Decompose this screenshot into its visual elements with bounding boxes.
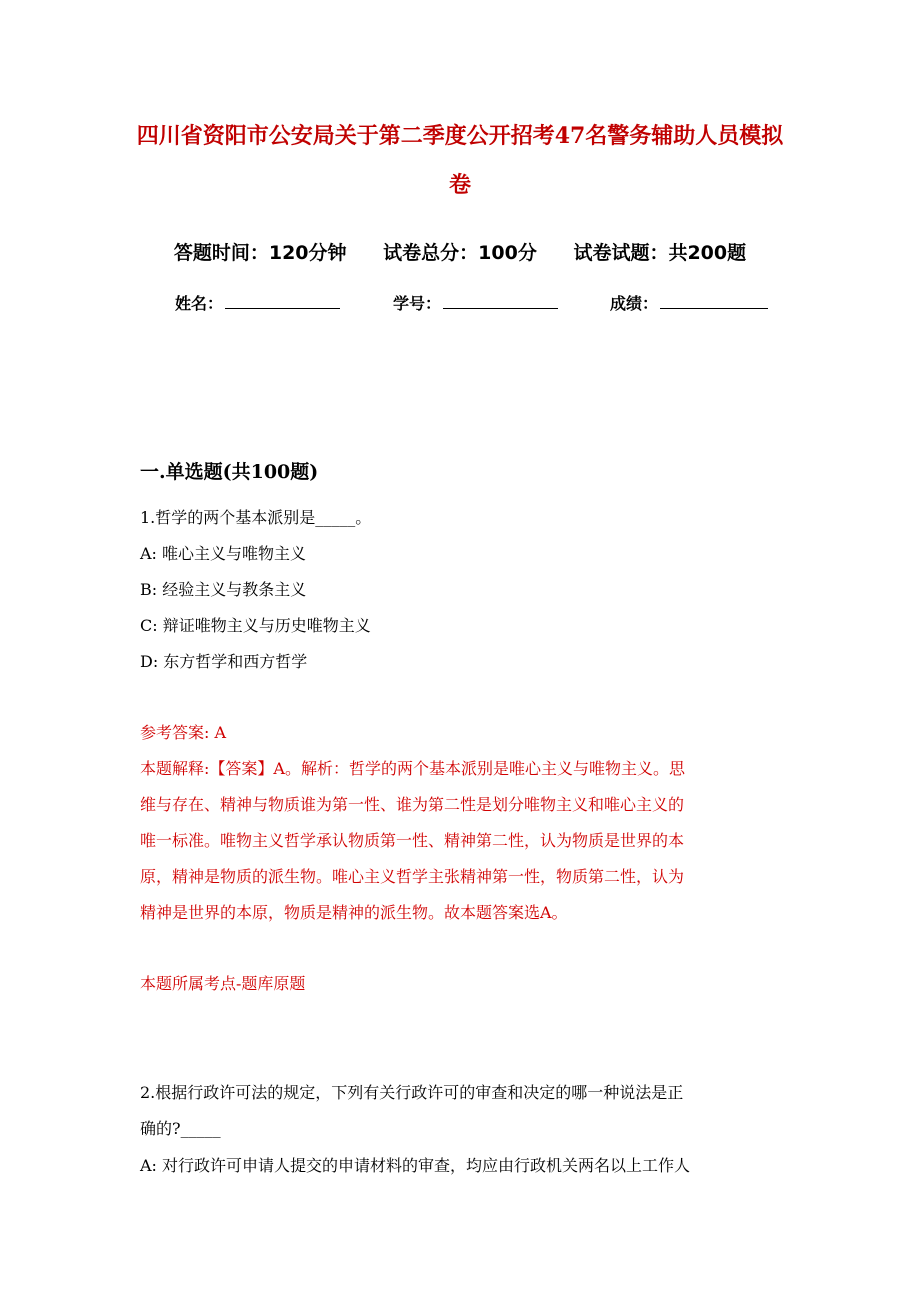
question-1-option-d: D: 东方哲学和西方哲学 [140, 652, 308, 671]
id-blank [443, 290, 558, 309]
name-label: 姓名： [175, 294, 224, 313]
section-heading: 一.单选题(共100题) [140, 461, 319, 483]
name-field [175, 290, 340, 316]
exam-duration: 答题时间：120分钟 [173, 242, 347, 264]
question-1-explanation-line: 维与存在、精神与物质谁为第一性、谁为第二性是划分唯物主义和唯心主义的 [140, 795, 685, 814]
exam-title-continued: 卷 [448, 172, 471, 198]
id-label: 学号： [393, 294, 442, 313]
exam-total-score: 试卷总分：100分 [383, 242, 537, 264]
question-1-option-a: A: 唯心主义与唯物主义 [140, 544, 307, 563]
id-field [393, 290, 558, 316]
exam-meta [0, 240, 920, 266]
question-1-explanation-line: 精神是世界的本原，物质是精神的派生物。故本题答案选A。 [140, 903, 568, 922]
question-1-option-b: B: 经验主义与教条主义 [140, 580, 307, 599]
question-2-stem: 2.根据行政许可法的规定，下列有关行政许可的审查和决定的哪一种说法是正 [140, 1083, 684, 1102]
question-2-stem-continued: 确的?_____ [140, 1119, 221, 1138]
question-1-topic: 本题所属考点-题库原题 [140, 974, 306, 993]
question-1-stem: 1.哲学的两个基本派别是_____。 [140, 508, 372, 527]
exam-title: 四川省资阳市公安局关于第二季度公开招考47名警务辅助人员模拟 [136, 123, 784, 149]
question-1-answer: 参考答案: A [140, 723, 227, 742]
question-1-option-c: C: 辩证唯物主义与历史唯物主义 [140, 616, 371, 635]
score-blank [660, 290, 768, 309]
score-field [610, 290, 768, 316]
name-blank [225, 290, 340, 309]
question-2-option-a: A: 对行政许可申请人提交的申请材料的审查，均应由行政机关两名以上工作人 [140, 1156, 691, 1175]
exam-question-count: 试卷试题：共200题 [573, 242, 747, 264]
question-1-explanation-line: 本题解释:【答案】A。解析：哲学的两个基本派别是唯心主义与唯物主义。思 [140, 759, 685, 778]
question-1-explanation-line: 唯一标准。唯物主义哲学承认物质第一性、精神第二性，认为物质是世界的本 [140, 831, 685, 850]
question-1-explanation-line: 原，精神是物质的派生物。唯心主义哲学主张精神第一性，物质第二性，认为 [140, 867, 685, 886]
score-label: 成绩： [610, 294, 659, 313]
